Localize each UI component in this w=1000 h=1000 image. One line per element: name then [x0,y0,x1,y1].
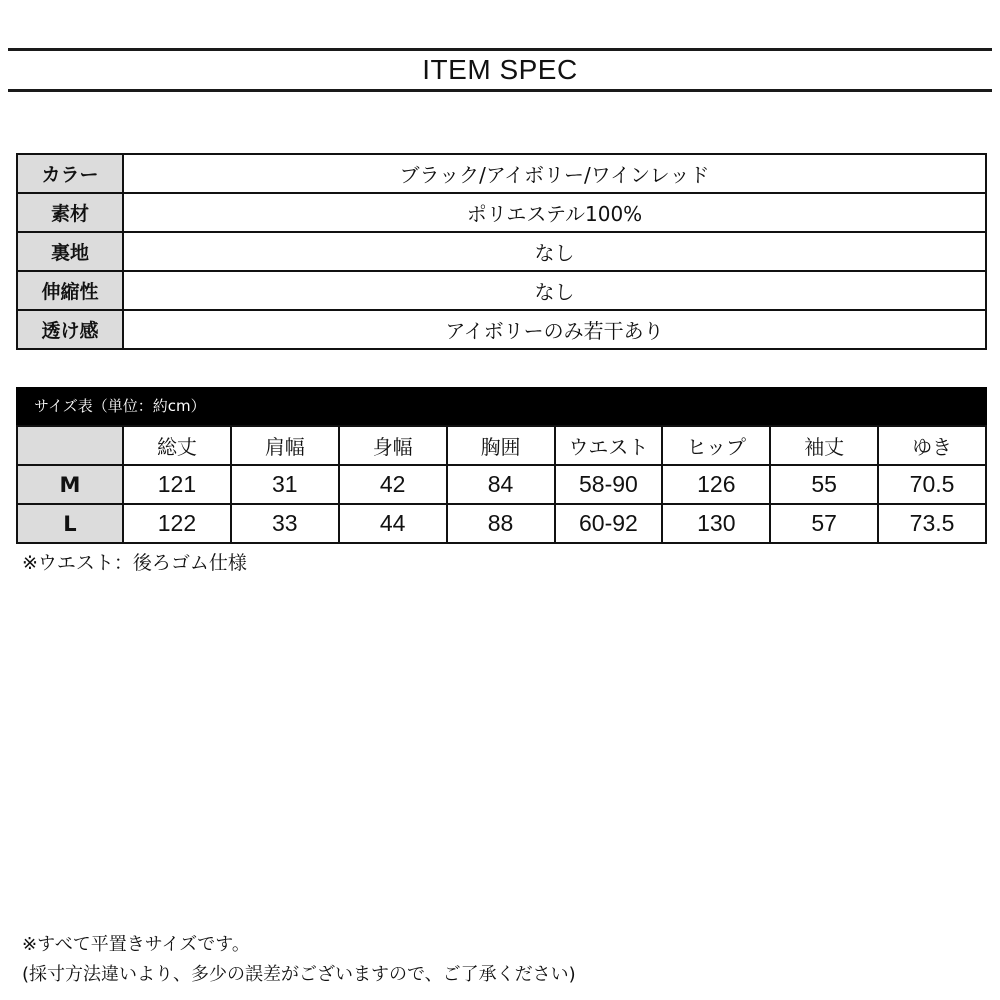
size-value: 73.5 [878,504,986,543]
title-block [8,48,992,92]
size-value: 55 [770,465,878,504]
size-value: 121 [123,465,231,504]
size-table-header: サイズ表（単位：約cm） [16,387,987,425]
footer-notes [22,930,576,990]
size-row-m [17,465,986,504]
spec-value: なし [123,271,986,310]
spec-value: ポリエステル100% [123,193,986,232]
size-column-header: ウエスト [555,426,663,465]
footer-note-tolerance: (採寸方法違いより、多少の誤差がございますので、ご了承ください) [22,964,576,985]
size-value: 33 [231,504,339,543]
size-value: 44 [339,504,447,543]
size-column-header: ゆき [878,426,986,465]
size-label: L [17,504,123,543]
spec-label: 裏地 [17,232,123,271]
size-column-header: 総丈 [123,426,231,465]
size-value: 122 [123,504,231,543]
size-row-l [17,504,986,543]
size-column-header: 身幅 [339,426,447,465]
spec-row-color [17,154,986,193]
spec-value: なし [123,232,986,271]
size-value: 60-92 [555,504,663,543]
spec-row-stretch [17,271,986,310]
size-value: 42 [339,465,447,504]
spec-label: カラー [17,154,123,193]
size-column-header: 胸囲 [447,426,555,465]
spec-row-lining [17,232,986,271]
title-bottom-rule [8,89,992,92]
size-value: 70.5 [878,465,986,504]
size-value: 88 [447,504,555,543]
title-top-rule [8,48,992,51]
size-column-header: 袖丈 [770,426,878,465]
spec-label: 伸縮性 [17,271,123,310]
size-value: 58-90 [555,465,663,504]
size-value: 84 [447,465,555,504]
waist-note: ※ウエスト：後ろゴム仕様 [22,552,247,574]
spec-table [16,153,987,350]
spec-label: 透け感 [17,310,123,349]
size-value: 57 [770,504,878,543]
size-table [16,425,987,544]
spec-label: 素材 [17,193,123,232]
size-value: 126 [662,465,770,504]
footer-note-flat: ※すべて平置きサイズです。 [22,934,250,955]
size-column-header: ヒップ [662,426,770,465]
spec-value: ブラック/アイボリー/ワインレッド [123,154,986,193]
page-title: ITEM SPEC [422,54,578,85]
size-value: 130 [662,504,770,543]
spec-row-sheerness [17,310,986,349]
size-column-header-row [17,426,986,465]
size-label: M [17,465,123,504]
size-corner-cell [17,426,123,465]
size-column-header: 肩幅 [231,426,339,465]
size-value: 31 [231,465,339,504]
spec-row-material [17,193,986,232]
spec-value: アイボリーのみ若干あり [123,310,986,349]
